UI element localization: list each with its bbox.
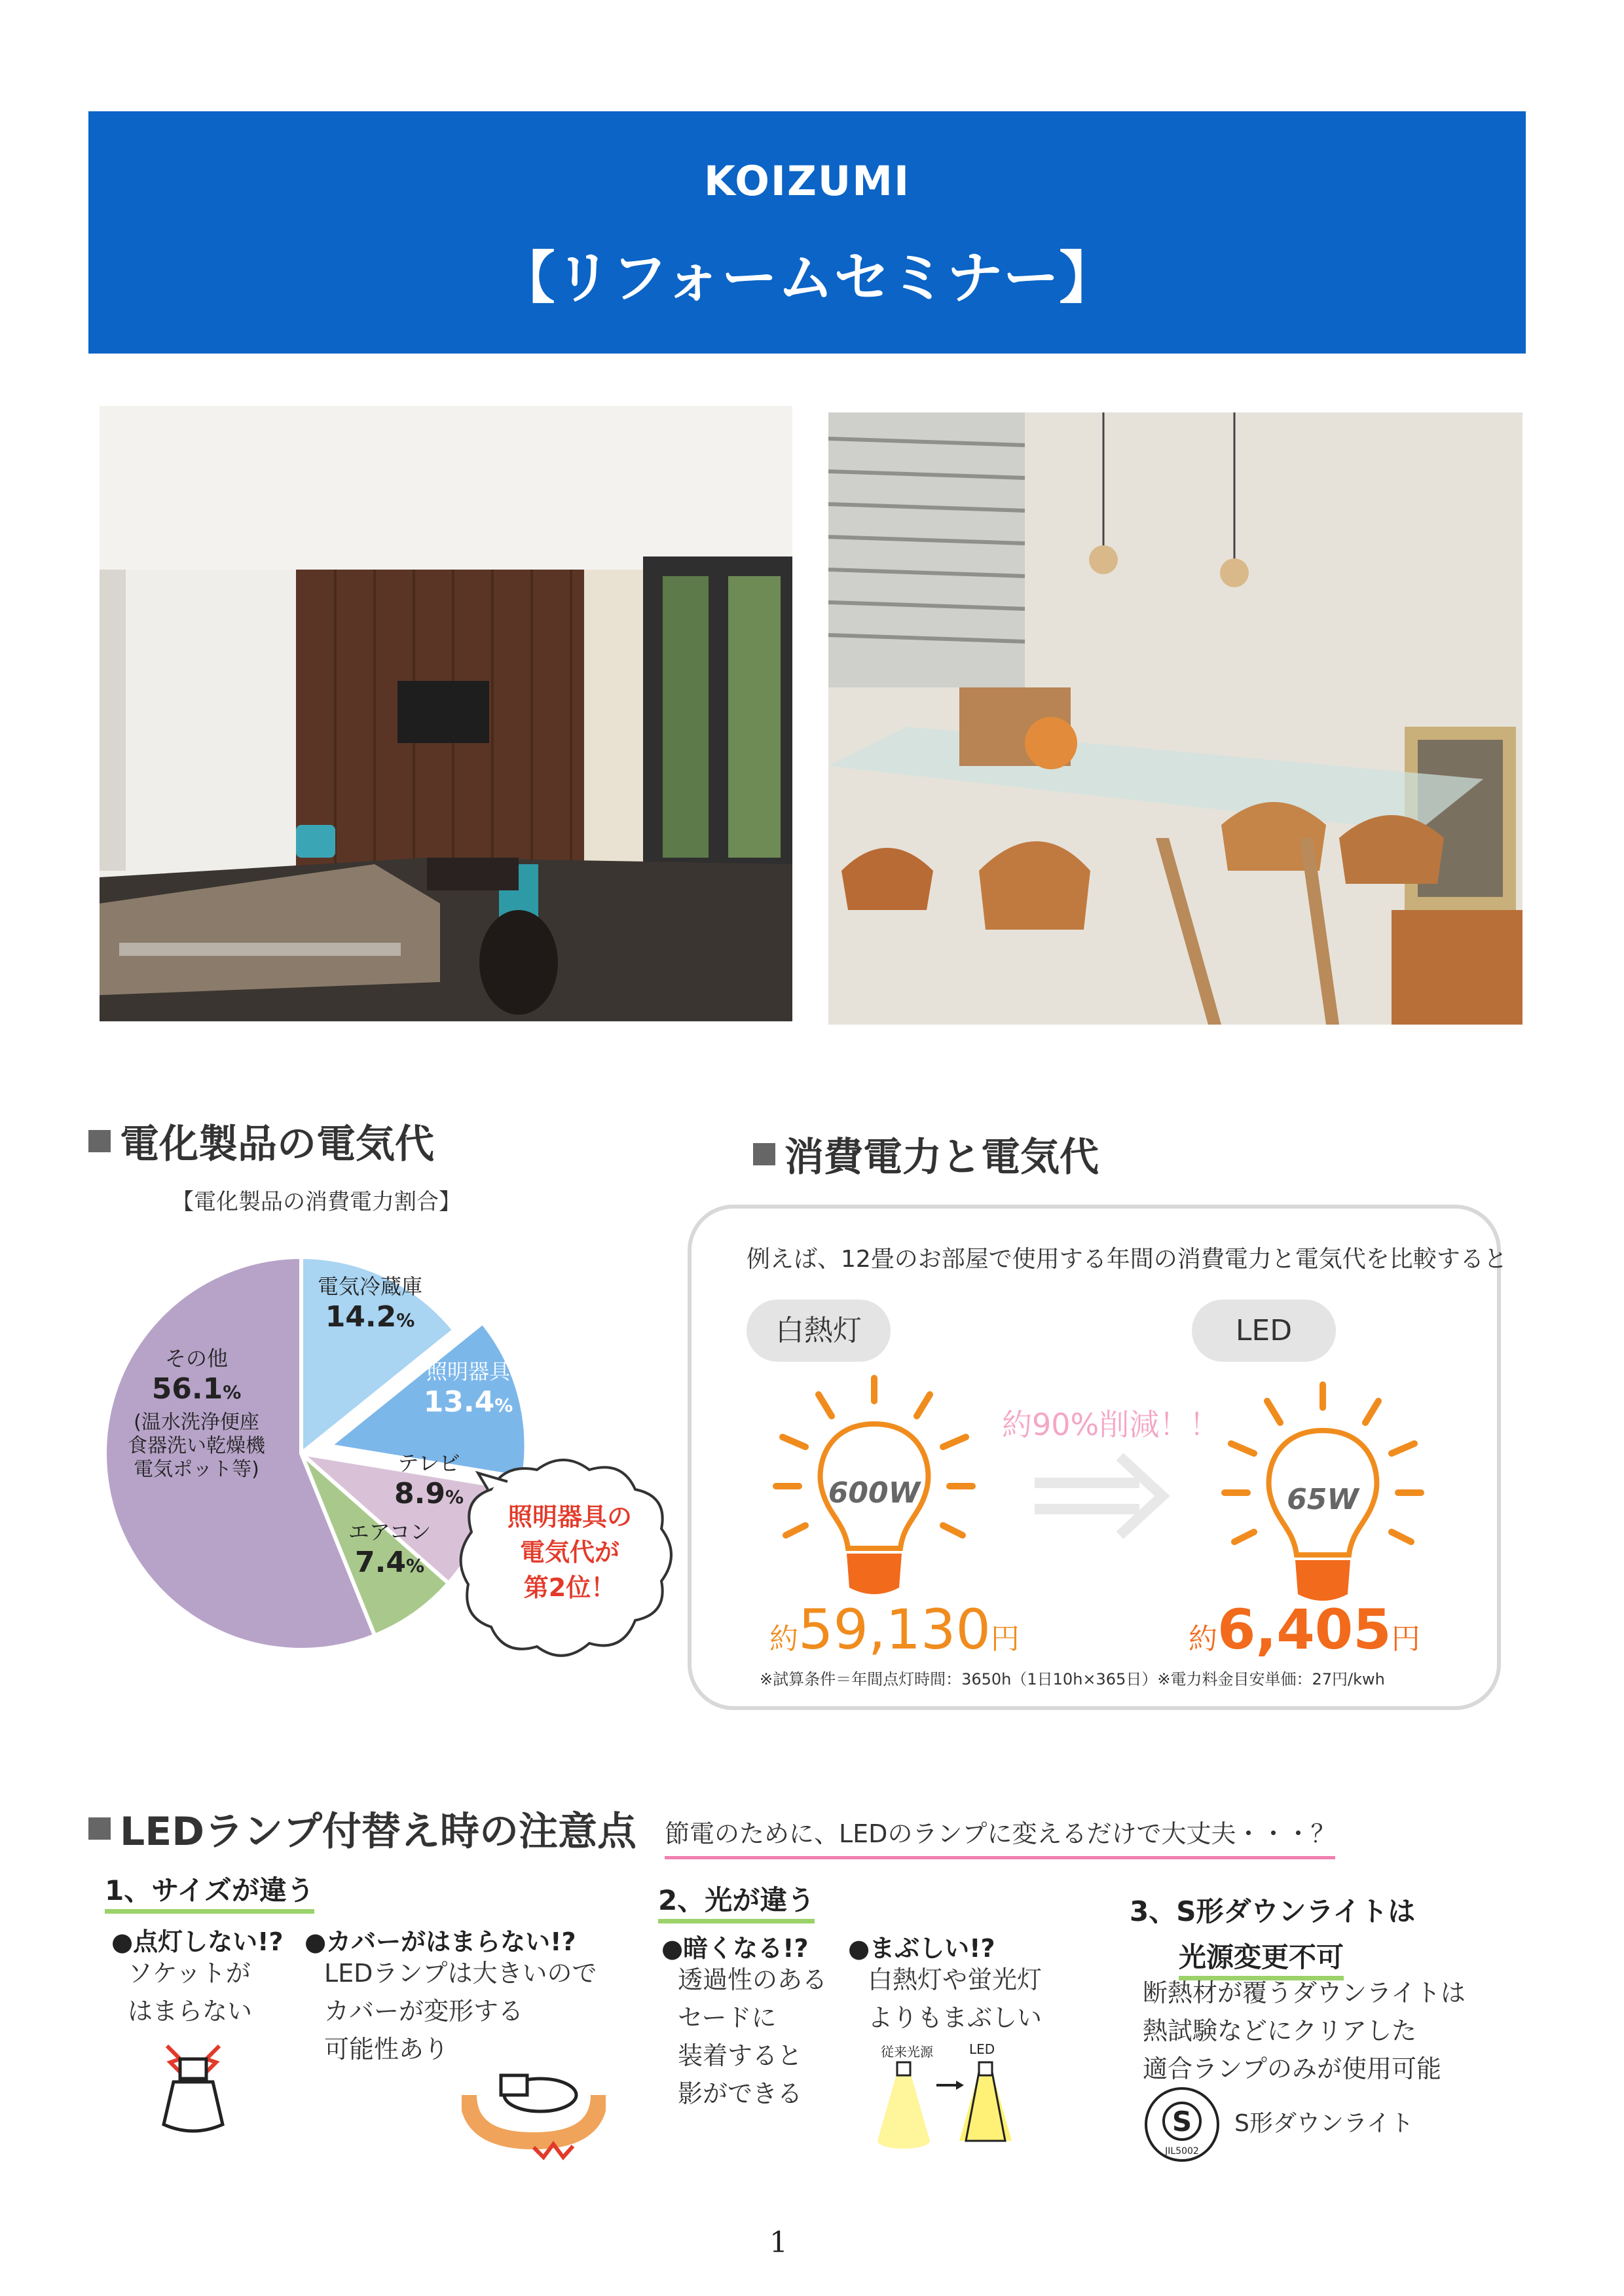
heading-square-icon: [88, 1817, 111, 1840]
price-value: 6,405: [1217, 1597, 1392, 1662]
icon-label-led: LED: [969, 2041, 995, 2057]
body-line: 白熱灯や蛍光灯: [868, 1965, 1043, 1994]
s-downlight-label: S形ダウンライト: [1234, 2110, 1414, 2137]
section-heading-text: 消費電力と電気代: [784, 1135, 1099, 1180]
light-comparison-icon: [874, 2056, 1018, 2154]
note-title-text: 1、サイズが違う: [105, 1874, 314, 1914]
slice-unit: %: [396, 1309, 415, 1331]
pie-label-other: [118, 1342, 275, 1482]
body-line: 影ができる: [678, 2079, 803, 2108]
s-mark-letter: S: [1172, 2105, 1192, 2138]
slice-unit: %: [445, 1486, 464, 1508]
bullet-no-light: ●点灯しない!?: [111, 1927, 284, 1956]
reduction-arrow-icon: [1028, 1447, 1179, 1545]
section-heading-led: [88, 1800, 637, 1857]
bullet-darker: ●暗くなる!?: [661, 1934, 809, 1963]
body-line: よりもまぶしい: [868, 2003, 1043, 2032]
callout-line: 第2位！: [523, 1573, 616, 1602]
slice-unit: %: [405, 1555, 424, 1576]
page-title: 【リフォームセミナー】: [498, 246, 1116, 311]
heading-square-icon: [88, 1130, 111, 1152]
body-line: セードに: [678, 2003, 777, 2032]
chart-title: 【電化製品の消費電力割合】: [172, 1189, 461, 1215]
body-line: LEDランプは大きいので: [324, 1959, 597, 1988]
callout-line: 電気代が: [519, 1538, 619, 1567]
brand-name: KOIZUMI: [703, 157, 911, 205]
price-unit: 円: [1391, 1622, 1420, 1656]
note-title-light: [658, 1879, 815, 1918]
right-watt: 65W: [1287, 1483, 1359, 1516]
left-watt: 600W: [828, 1476, 921, 1510]
slice-label: その他: [164, 1346, 228, 1371]
comparison-intro: 例えば、12畳のお部屋で使用する年間の消費電力と電気代を比較すると: [747, 1246, 1507, 1273]
price-prefix: 約: [769, 1622, 798, 1656]
pie-label-lighting: [413, 1355, 524, 1419]
slice-value: 8.9: [394, 1477, 445, 1510]
incandescent-bulb-icon: [769, 1372, 979, 1607]
led-price: [1189, 1597, 1420, 1662]
slice-unit: %: [494, 1394, 513, 1416]
note-title-size: [105, 1869, 314, 1908]
living-room-photo: [100, 406, 792, 1021]
body-line: はまらない: [128, 1997, 253, 2026]
s-mark-icon: [1143, 2085, 1221, 2164]
slice-unit: %: [223, 1381, 242, 1403]
header-banner: [88, 111, 1526, 354]
slice-label: 照明器具: [426, 1359, 510, 1384]
bullet-darker-text: [678, 1961, 827, 2113]
note-title-s-downlight: [1130, 1889, 1415, 1980]
incandescent-price: [769, 1597, 1020, 1662]
section-heading-power: [753, 1126, 1099, 1182]
bullet-no-light-text: [128, 1954, 252, 2030]
bullet-cover-text: [324, 1954, 597, 2068]
body-line: 可能性あり: [324, 2035, 449, 2064]
note-title-text: 3、S形ダウンライトは: [1130, 1895, 1416, 1927]
note-title-text: 光源変更不可: [1179, 1941, 1344, 1980]
body-line: 透過性のある: [678, 1965, 828, 1994]
led-bulb-icon: [1218, 1378, 1428, 1614]
slice-value: 7.4: [354, 1546, 406, 1579]
slice-label: エアコン: [348, 1520, 432, 1544]
callout-line: 照明器具の: [507, 1503, 632, 1531]
slice-label: 電気冷蔵庫: [317, 1274, 422, 1299]
bullet-glare: ●まぶしい!?: [848, 1934, 995, 1963]
section-heading-text: 電化製品の電気代: [120, 1121, 434, 1167]
icon-label-conventional: 従来光源: [881, 2044, 933, 2060]
note-title-text: 2、光が違う: [658, 1884, 815, 1923]
price-unit: 円: [990, 1622, 1020, 1656]
slice-note: 食器洗い乾燥機: [128, 1434, 265, 1457]
section-heading-electricity: [88, 1113, 434, 1169]
slice-note: (温水洗浄便座: [134, 1411, 259, 1434]
socket-bulb-icon: [147, 2033, 239, 2138]
s-mark-code: JIL5002: [1165, 2146, 1199, 2157]
callout-text: [498, 1499, 642, 1605]
bullet-cover: ●カバーがはまらない!?: [304, 1927, 576, 1956]
heading-square-icon: [753, 1143, 775, 1165]
slice-note: 電気ポット等): [134, 1458, 259, 1481]
slice-value: 13.4: [423, 1385, 495, 1419]
body-line: 適合ランプのみが使用可能: [1143, 2054, 1442, 2083]
body-line: 装着すると: [678, 2041, 803, 2070]
slice-value: 56.1: [151, 1372, 223, 1406]
body-line: ソケットが: [128, 1959, 251, 1988]
pie-label-refrigerator: [308, 1270, 432, 1334]
page-number: 1: [769, 2226, 788, 2259]
calc-footnote: ※試算条件＝年間点灯時間：3650h（1日10h×365日）※電力料金目安単価：27円/kwh: [760, 1670, 1385, 1688]
dining-room-photo: [828, 412, 1522, 1025]
led-label: LED: [1192, 1300, 1336, 1362]
section-heading-text: LEDランプ付替え時の注意点: [120, 1809, 637, 1855]
slice-label: テレビ: [397, 1451, 460, 1476]
pie-label-aircon: [334, 1516, 445, 1579]
cover-deformed-icon: [462, 2069, 606, 2160]
body-line: 熱試験などにクリアした: [1143, 2016, 1417, 2045]
body-line: 断熱材が覆うダウンライトは: [1143, 1978, 1466, 2007]
body-line: カバーが変形する: [324, 1997, 524, 2026]
price-prefix: 約: [1189, 1622, 1217, 1656]
incandescent-label: 白熱灯: [747, 1300, 891, 1362]
price-value: 59,130: [798, 1597, 991, 1662]
reduction-text: 約90%削減！！: [1002, 1407, 1220, 1442]
led-subtitle: 節電のために、LEDのランプに変えるだけで大丈夫・・・？: [665, 1813, 1335, 1859]
bullet-glare-text: [868, 1961, 1042, 2037]
s-downlight-text: [1143, 1974, 1466, 2088]
slice-value: 14.2: [325, 1300, 397, 1334]
